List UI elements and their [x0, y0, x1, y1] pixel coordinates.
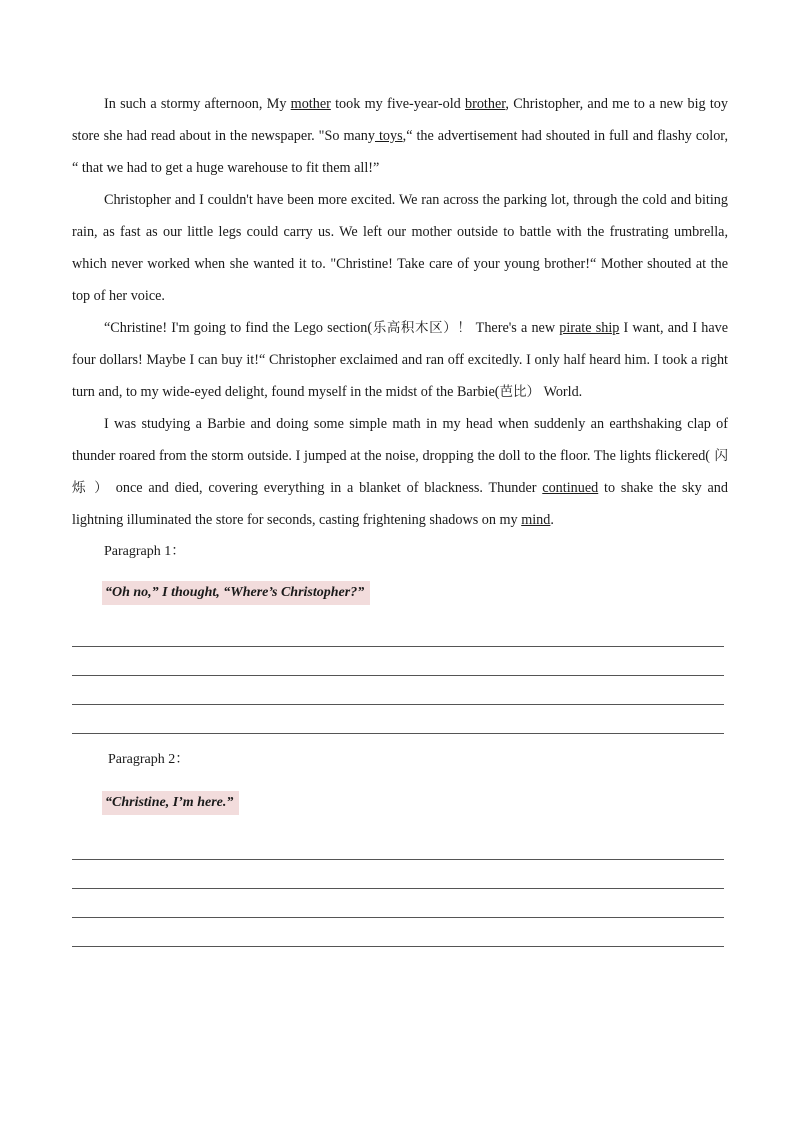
text-run: In such a stormy afternoon, My	[104, 96, 291, 112]
story-paragraph-2: Christopher and I couldn't have been more excited. We ran across the parking lot, through the cold and biting rain, as fast as our little legs could carry us. We left our mother outside to battle with the frustrating umbrella, which never worked when she wanted it to. "Christine! Take care of your young brother!“ Mother shouted at the top of her voice.	[72, 192, 728, 304]
paragraph-1-label: Paragraph 1：	[104, 544, 186, 559]
paragraph-2-label: Paragraph 2：	[108, 752, 190, 767]
text-run: I want, and I have four dollars! Maybe I can buy it!“ Christopher exclaimed and ran off excitedly. I only half heard him. I took a right turn and, to my wide-eyed delight, found myself in the midst of the Barbie(	[72, 320, 729, 400]
writing-line[interactable]	[72, 860, 724, 889]
underlined-word: pirate ship	[559, 320, 620, 336]
text-run: to shake the sky and lightning illuminated the store for seconds, casting frightening shadows on my	[72, 480, 728, 528]
chinese-gloss: 乐高积木区）！	[372, 320, 472, 336]
writing-line[interactable]	[72, 647, 724, 676]
chinese-gloss: 闪 烁 ）	[72, 448, 728, 496]
writing-line[interactable]	[72, 889, 724, 918]
underlined-word: mind	[521, 512, 551, 528]
underlined-word: toys	[374, 128, 403, 144]
text-run: ,“ the advertisement had shouted in full and flashy color, “ that we had to get a huge warehouse to fit them all!”	[72, 128, 729, 176]
writing-line[interactable]	[72, 831, 724, 860]
underlined-word: mother	[290, 96, 331, 112]
text-run: “Christine! I'm going to find the Lego section(	[104, 320, 373, 336]
text-run: I was studying a Barbie and doing some simple math in my head when suddenly an earthshaking clap of thunder roared from the storm outside. I jumped at the noise, dropping the doll to the floor. The lights flickered(	[72, 416, 728, 464]
text-run: World.	[540, 384, 583, 400]
worksheet-page	[72, 88, 728, 947]
story-paragraph-3	[72, 312, 728, 408]
text-run: once and died, covering everything in a blanket of blackness. Thunder	[109, 480, 543, 496]
text-run: , Christopher, and me to a new big toy store she had read about in the newspaper. "So many	[72, 96, 728, 144]
text-run: took my five-year-old	[330, 96, 465, 112]
paragraph-1-starter-wrap	[72, 581, 728, 605]
chinese-gloss: 芭比）	[499, 384, 541, 400]
paragraph-2-writing-lines[interactable]	[72, 831, 724, 947]
paragraph-1-starter: “Oh no,” I thought, “Where’s Christopher?”	[102, 581, 370, 605]
underlined-word: continued	[542, 480, 599, 496]
story-paragraph-1	[72, 88, 728, 184]
text-run: There's a new	[471, 320, 560, 336]
underlined-word: brother	[465, 96, 506, 112]
writing-line[interactable]	[72, 705, 724, 734]
writing-line[interactable]	[72, 918, 724, 947]
paragraph-2-starter-wrap	[72, 791, 728, 815]
writing-line[interactable]	[72, 676, 724, 705]
story-paragraph-4	[72, 408, 728, 536]
text-run: .	[550, 512, 554, 528]
paragraph-2-starter: “Christine, I’m here.”	[102, 791, 239, 815]
paragraph-1-writing-lines[interactable]	[72, 618, 724, 734]
writing-line[interactable]	[72, 618, 724, 647]
